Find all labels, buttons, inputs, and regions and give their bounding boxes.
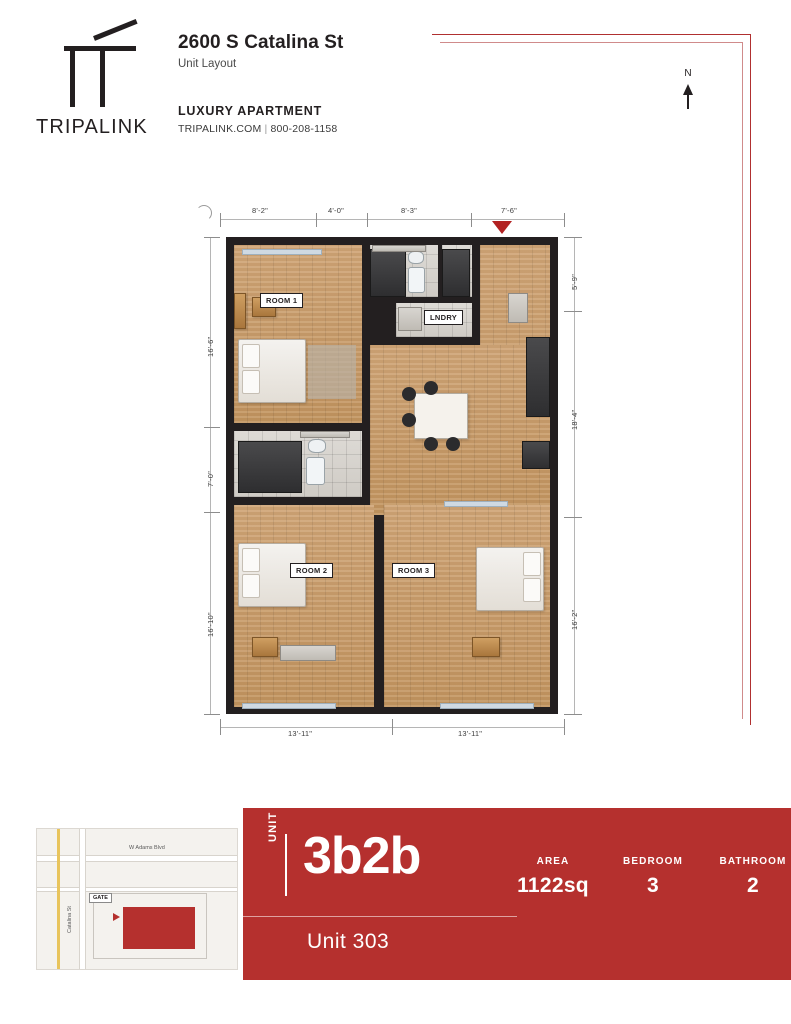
dim-right-1: 5'-9": [570, 274, 579, 290]
dim-tick: [316, 213, 317, 227]
window: [440, 703, 534, 709]
sink-bath-3: [308, 439, 326, 453]
shower-bath-1: [370, 249, 406, 297]
window: [444, 501, 508, 507]
dim-tick: [564, 714, 582, 715]
dresser-room-2: [252, 637, 278, 657]
dim-tick: [564, 719, 565, 735]
dining-chair: [402, 413, 416, 427]
dim-tick: [564, 311, 582, 312]
sink-bath-1: [408, 251, 424, 264]
banner-divider: [243, 916, 517, 917]
phone-text: 800-208-1158: [270, 123, 338, 135]
north-arrow-icon: [683, 84, 693, 95]
dim-bottom-1: 13'-11": [288, 729, 313, 738]
dim-bottom-2: 13'-11": [458, 729, 483, 738]
window: [242, 703, 336, 709]
shower-bath-2: [442, 249, 470, 297]
north-stem: [687, 95, 689, 109]
map-gate-badge: GATE: [89, 893, 112, 903]
dim-tick: [204, 237, 220, 238]
map-building-highlight: [123, 907, 195, 949]
contact-line: [178, 123, 337, 135]
dim-line-right: [574, 237, 575, 714]
dim-top-1: 8'-2": [252, 206, 268, 215]
room-label-room-1: ROOM 1: [260, 293, 303, 308]
map-road-horizontal: [37, 855, 237, 862]
unit-number: Unit 303: [307, 930, 390, 953]
dim-top-3: 8'-3": [401, 206, 417, 215]
dim-top-4: 7'-6": [501, 206, 517, 215]
tripalink-logo-mark: [64, 34, 136, 108]
entry-door-marker: [492, 221, 512, 234]
location-map: [36, 828, 238, 970]
page-subtitle: Unit Layout: [178, 58, 237, 70]
map-gate-arrow-icon: [113, 913, 120, 921]
stat-area: [498, 856, 608, 898]
toilet-bath-1: [408, 267, 425, 293]
north-label: N: [684, 68, 692, 79]
dresser-room-3: [472, 637, 500, 657]
stat-bathroom-value: 2: [747, 874, 759, 897]
desk-room-2: [280, 645, 336, 661]
page-footer: [0, 773, 791, 980]
dim-tick: [204, 427, 220, 428]
dining-chair: [424, 437, 438, 451]
stat-bathroom-label: BATHROOM: [719, 856, 787, 867]
vanity-bath-3: [300, 431, 350, 438]
map-street-top: W Adams Blvd: [129, 845, 165, 851]
dim-tick: [392, 719, 393, 735]
stat-area-label: AREA: [536, 856, 570, 867]
toilet-bath-3: [306, 457, 325, 485]
dim-tick: [220, 719, 221, 735]
dresser-room-1: [234, 293, 246, 329]
dim-top-2: 4'-0": [328, 206, 344, 215]
dim-tick: [220, 213, 221, 227]
refrigerator: [526, 337, 550, 417]
dim-left-1: 16'-6": [206, 336, 215, 357]
dining-chair: [446, 437, 460, 451]
dim-right-2: 18'-4": [570, 409, 579, 430]
dim-tick: [564, 213, 565, 227]
logo-wordmark: TRIPALINK: [36, 116, 148, 138]
stove: [522, 441, 550, 469]
unit-summary-banner: [243, 773, 791, 980]
unit-type-rule: [285, 834, 287, 896]
contact-separator: |: [264, 123, 268, 135]
stat-bathroom: [693, 856, 791, 898]
tripalink-logo: [36, 28, 166, 143]
washer: [398, 307, 422, 331]
stat-bedroom-value: 3: [647, 874, 659, 897]
room-label-laundry: LNDRY: [424, 310, 463, 325]
dining-table: [414, 393, 468, 439]
dim-tick: [367, 213, 368, 227]
kitchen-counter: [508, 293, 528, 323]
dim-line-top: [220, 219, 564, 220]
dim-tick: [564, 517, 582, 518]
stat-area-value: 1122sq: [517, 874, 589, 897]
map-road-vertical: [79, 829, 86, 969]
stat-bedroom-label: BEDROOM: [623, 856, 683, 867]
shower-bath-3: [238, 441, 302, 493]
luxury-label: LUXURY APARTMENT: [178, 104, 323, 118]
page-header: [0, 0, 791, 170]
stat-bedroom: [598, 856, 708, 898]
unit-type-value: 3b2b: [303, 827, 421, 885]
dim-tick: [204, 512, 220, 513]
website-text: TRIPALINK.COM: [178, 123, 262, 135]
dining-chair: [424, 381, 438, 395]
bed-room-3: [476, 547, 544, 611]
dim-tick: [564, 237, 582, 238]
dim-left-2: 7'-0": [206, 471, 215, 487]
page-title: 2600 S Catalina St: [178, 32, 344, 53]
floor-plan: [196, 205, 586, 745]
map-street-left: Catalina St: [67, 906, 73, 933]
unit-type-label: UNIT TYPE: [267, 773, 279, 842]
map-highway: [57, 829, 60, 969]
window: [242, 249, 322, 255]
north-indicator: [676, 68, 700, 109]
title-block: [178, 32, 344, 70]
bed-room-1: [238, 339, 306, 403]
room-label-room-3: ROOM 3: [392, 563, 435, 578]
vanity-bath-1: [372, 245, 426, 252]
rug-room-1: [308, 345, 356, 399]
door-swing-laundry: [196, 205, 212, 221]
dining-chair: [402, 387, 416, 401]
room-label-room-2: ROOM 2: [290, 563, 333, 578]
dim-tick: [204, 714, 220, 715]
dim-right-3: 16'-2": [570, 609, 579, 630]
dim-left-3: 16'-10": [206, 612, 215, 637]
map-road-horizontal: [37, 887, 237, 892]
dim-tick: [471, 213, 472, 227]
luxury-block: [178, 104, 337, 135]
